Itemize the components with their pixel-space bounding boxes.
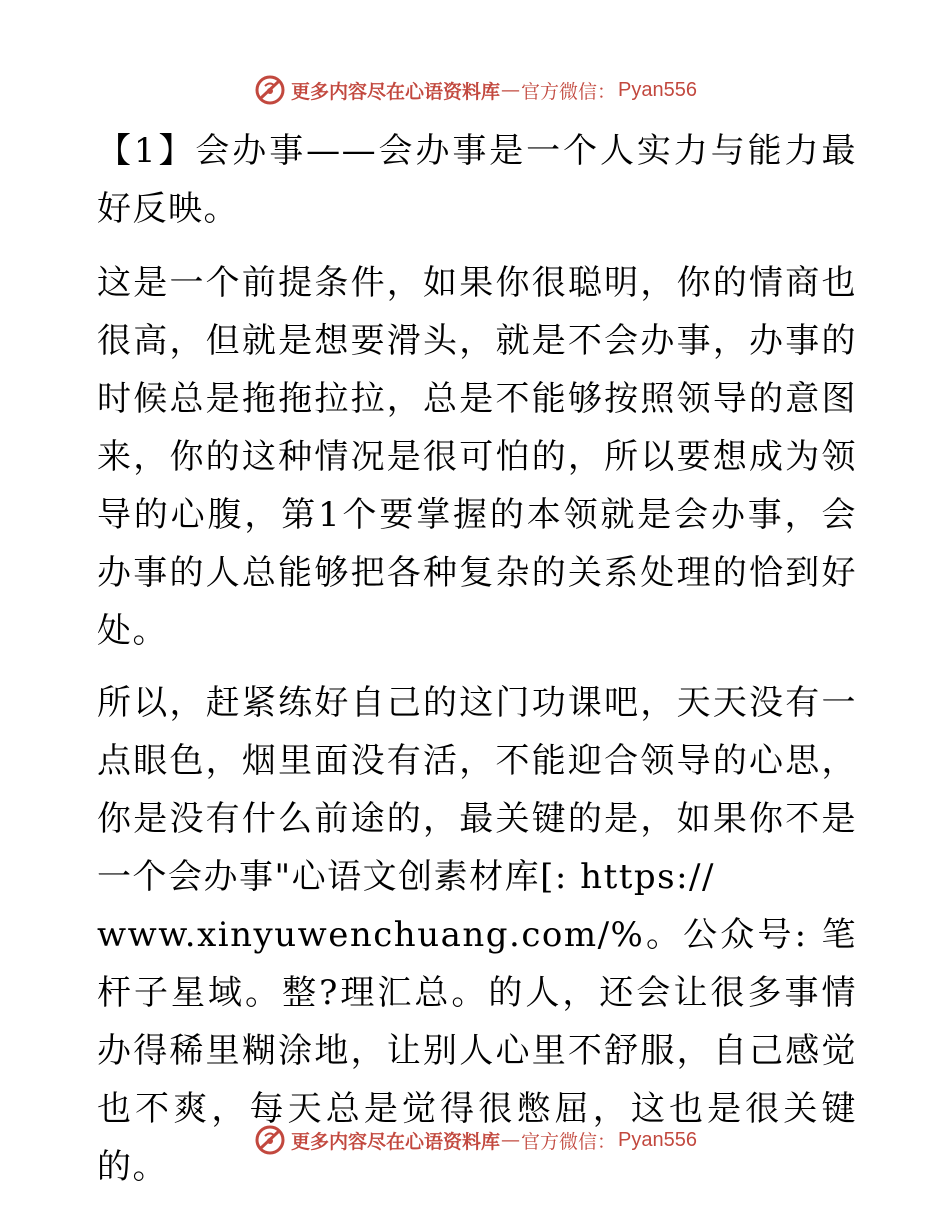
watermark-main-text: 更多内容尽在心语资料库: [291, 80, 501, 103]
watermark-dash: —: [501, 79, 521, 101]
watermark-wechat-id: Pyan556: [618, 78, 697, 101]
red-circle-seal-icon: [253, 73, 287, 107]
watermark-wechat-id: Pyan556: [618, 1128, 697, 1151]
watermark-wechat-label: 官方微信：: [521, 80, 617, 103]
watermark-main-text: 更多内容尽在心语资料库: [291, 1130, 501, 1153]
paragraph-2: 这是一个前提条件，如果你很聪明，你的情商也很高，但就是想要滑头，就是不会办事，办事的时候总是拖拖拉拉，总是不能够按照领导的意图来，你的这种情况是很可怕的，所以要想成为领导的心腹，第1个要掌握的本领就是会办事，会办事的人总能够把各种复杂的关系处理的恰到好处。: [97, 263, 857, 651]
footer-watermark: [0, 1120, 950, 1160]
header-watermark: [0, 70, 950, 110]
red-circle-seal-icon: [253, 1123, 287, 1157]
paragraph-1: 【1】会办事——会办事是一个人实力与能力最好反映。: [97, 131, 857, 229]
paragraph-3: 所以，赶紧练好自己的这门功课吧，天天没有一点眼色，烟里面没有活，不能迎合领导的心思，你是没有什么前途的，最关键的是，如果你不是一个会办事"心语文创素材库[: https:// www.xinyuwenchuang.com/%。公众号: 笔杆子星域。整?理汇总。的人，还会让很多事情办得稀里糊涂地，让别人心里不舒服，自己感觉也不爽，每天总是觉得很憋屈，这也是很关键的。: [97, 683, 857, 1187]
watermark-wechat-label: 官方微信：: [521, 1130, 617, 1153]
document-body: [97, 122, 857, 1210]
watermark-dash: —: [501, 1129, 521, 1151]
